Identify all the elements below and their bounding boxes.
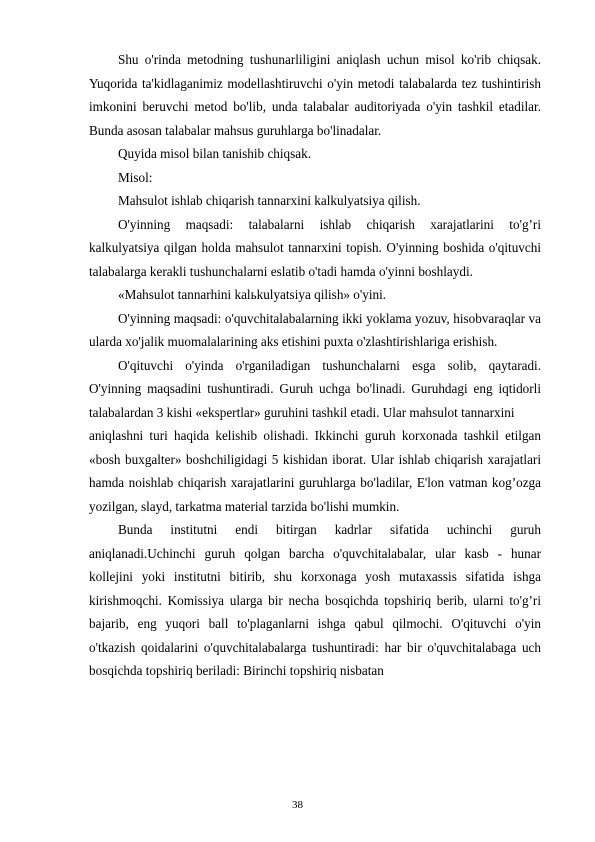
paragraph-second-group: aniqlashni turi haqida kelishib olishadi. Ikkinchi guruh korxonada tashkil etilgan «bosh buxgalter» boshchiligidagi 5 kishidan iborat. Ular ishlab chiqarish xarajatlari hamda noishlab chiqarish xarajatlarini guruhlarga bo'ladilar, E'lon vatman kog’ozga yozilgan, slayd, tarkatma material tarzida bo'lishi mumkin. <box>89 428 541 514</box>
paragraph-intro: Shu o'rinda metodning tushunarliligini aniqlash uchun misol ko'rib chiqsak. Yuqorida ta'kidlaganimiz modellashtiruvchi o'yin metodi talabalarda tez tushintirish imkonini beruvchi metod bo'lib, unda talabalar auditoriyada o'yin tashkil etadilar. Bunda asosan talabalar mahsus guruhlarga bo'linadalar. <box>89 52 541 138</box>
body-text <box>89 48 541 683</box>
paragraph-game-goal-1: O'yinning maqsadi: talabalarni ishlab chiqarish xarajatlarini to'g’ri kalkulyatsiya qilgan holda mahsulot tannarxini topish. O'yinning boshida o'qituvchi talabalarga kerakli tushunchalarni eslatib o'tadi hamda o'yinni boshlaydi. <box>89 216 541 279</box>
paragraph-third-group: Bunda institutni endi bitirgan kadrlar sifatida uchinchi guruh aniqlanadi.Uchinchi guruh qolgan barcha o'quvchitalabalar, ular kasb - hunar kollejini yoki institutni bitirib, shu korxonaga yosh mutaxassis sifatida ishga kirishmoqchi. Komissiya ularga bir necha bosqichda topshiriq berib, ularni to'g’ri bajarib, eng yuqori ball to'plaganlarni ishga qabul qilmochi. O'qituvchi o'yin o'tkazish qoidalarini o'quvchitalabalarga tushuntiradi: har bir o'quvchitalabaga uch bosqichda topshiriq beriladi: Birinchi topshiriq nisbatan <box>89 522 541 678</box>
paragraph-game-goal-2: O'yinning maqsadi: o'quvchitalabalarning ikki yoklama yozuv, hisobvaraqlar va ularda xo'jalik muomalalarining aks etishini puxta o'zlashtirishlariga erishish. <box>89 310 541 349</box>
paragraph-teacher-instructions: O'qituvchi o'yinda o'rganiladigan tushunchalarni esga solib, qaytaradi. O'yinning maqsadini tushuntiradi. Guruh uchga bo'linadi. Guruhdagi eng iqtidorli talabalardan 3 kishi «ekspertlar» guruhini tashkil etadi. Ular mahsulot tannarxini <box>89 357 541 420</box>
paragraph-example-label: Misol: <box>118 169 153 185</box>
page-number: 38 <box>292 799 303 811</box>
paragraph-example-lead: Quyida misol bilan tanishib chiqsak. <box>118 146 312 161</box>
paragraph-game-title: «Mahsulot tannarhini kalьkulyatsiya qilish» o'yini. <box>118 287 387 302</box>
paragraph-example-topic: Mahsulot ishlab chiqarish tannarxini kalkulyatsiya qilish. <box>118 193 421 208</box>
